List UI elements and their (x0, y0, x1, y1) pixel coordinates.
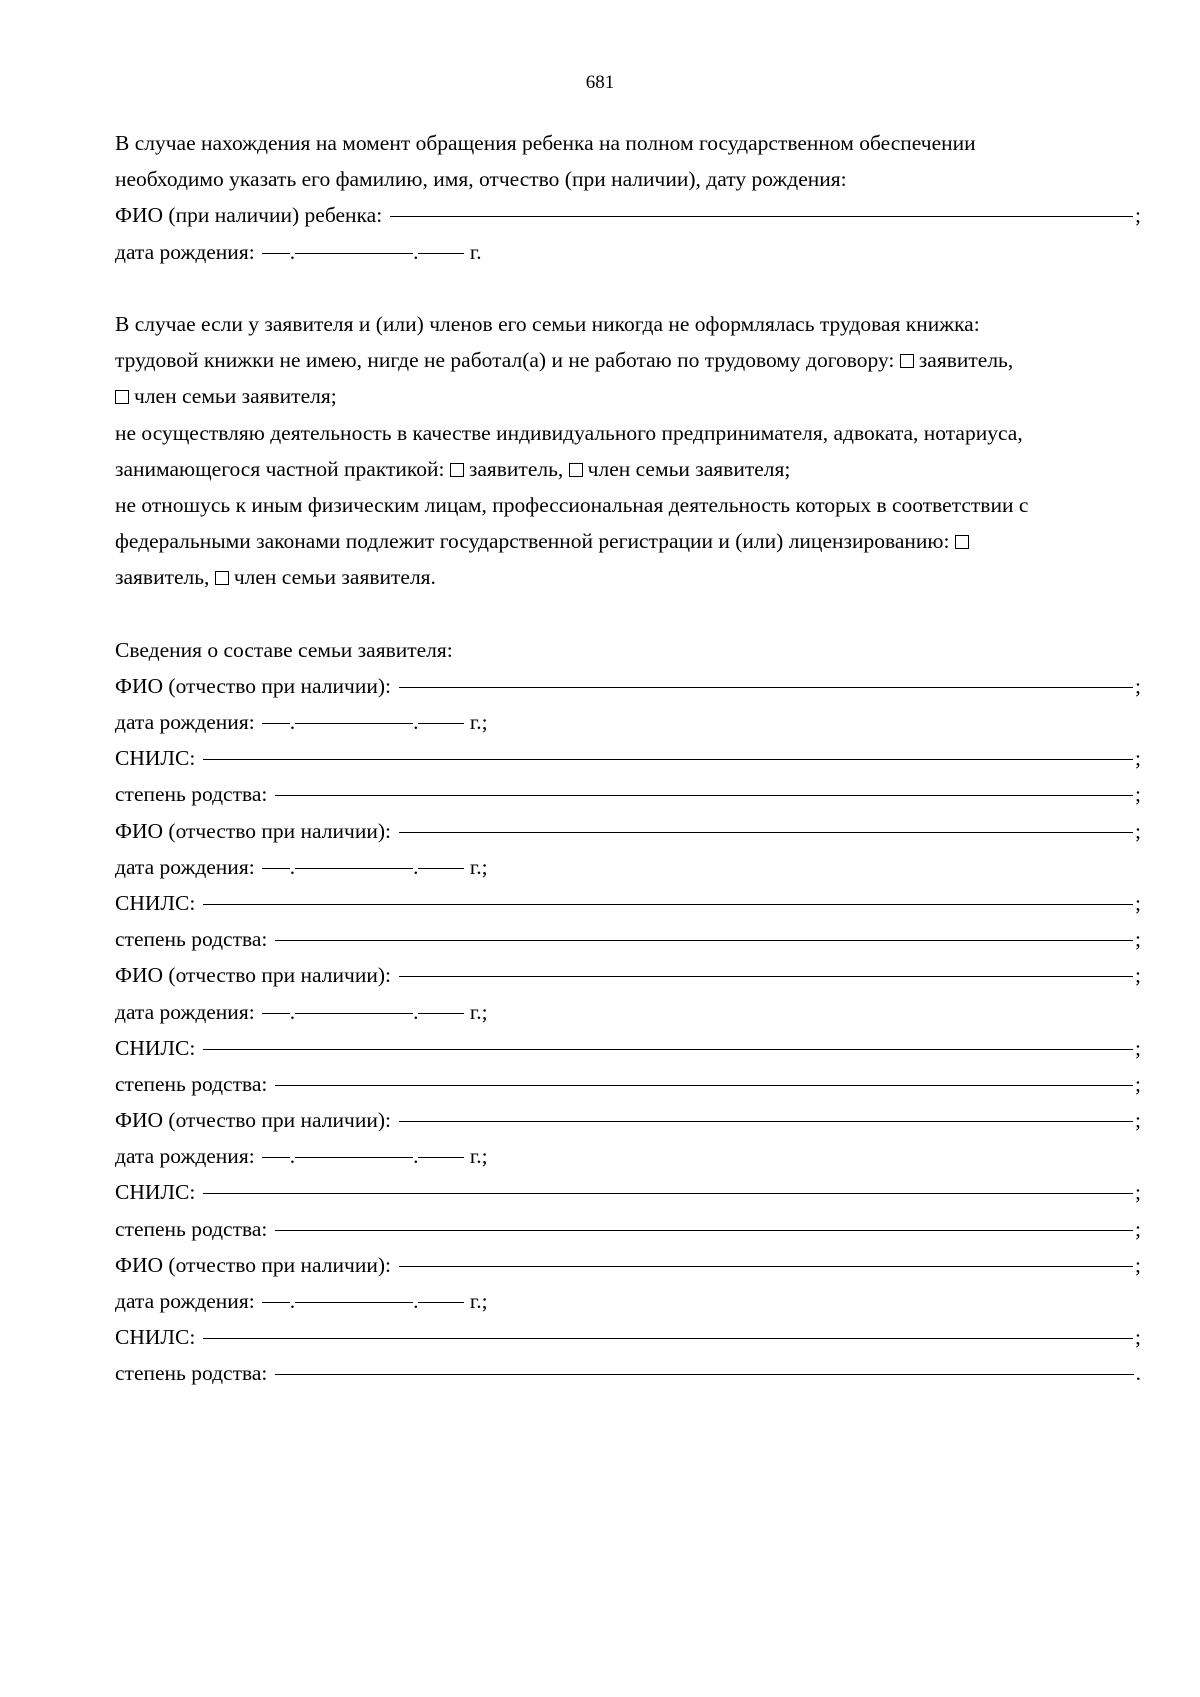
member-relation-field[interactable] (275, 939, 1133, 941)
dob-separator: . (289, 710, 296, 734)
child-intro-line-1: В случае нахождения на момент обращения ребенка на полном государственном обеспечении (115, 131, 976, 155)
no-workbook-applicant-checkbox[interactable] (900, 354, 914, 368)
member-relation-label: степень родства: (115, 1216, 268, 1241)
line-end: ; (1135, 1035, 1141, 1060)
member-fio-field[interactable] (399, 1265, 1133, 1267)
member-dob-label: дата рождения: (115, 854, 255, 879)
member-relation-field[interactable] (275, 1084, 1133, 1086)
member-relation-field[interactable] (275, 1229, 1133, 1231)
dob-separator: . (289, 1144, 296, 1169)
dob-separator: . (413, 1144, 419, 1169)
member-snils-label: СНИЛС: (115, 1180, 196, 1205)
no-licensed-text-2: федеральными законами подлежит государственной регистрации и (или) лицензированию: (115, 529, 950, 554)
member-relation-label: степень родства: (115, 1361, 268, 1386)
member-dob-label: дата рождения: (115, 999, 255, 1024)
member-dob-month-field[interactable] (295, 1301, 413, 1303)
member-dob-label: дата рождения: (115, 1289, 255, 1313)
member-snils-row (115, 1319, 1141, 1355)
member-fio-label: ФИО (отчество при наличии): (115, 818, 391, 843)
form-content (115, 125, 1141, 1392)
child-fio-field[interactable] (390, 215, 1133, 217)
family-heading: Сведения о составе семьи заявителя: (115, 637, 453, 662)
child-dob-day-field[interactable] (262, 252, 290, 254)
member-dob-day-field[interactable] (262, 867, 290, 869)
member-dob-day-field[interactable] (262, 1012, 290, 1014)
line-end: ; (1135, 782, 1141, 807)
no-entrepreneur-family-checkbox[interactable] (569, 463, 583, 477)
no-workbook-text: трудовой книжки не имею, нигде не работал(а) и не работаю по трудовому договору: (115, 348, 895, 373)
member-relation-field[interactable] (275, 794, 1133, 796)
member-snils-row (115, 885, 1141, 921)
member-relation-row (115, 1355, 1141, 1391)
member-snils-field[interactable] (203, 1048, 1133, 1050)
child-dob-suffix: г. (469, 239, 482, 264)
member-dob-month-field[interactable] (295, 1012, 413, 1014)
member-snils-label: СНИЛС: (115, 890, 196, 915)
member-fio-row (115, 813, 1141, 849)
no-licensed-options-row (115, 559, 1141, 595)
dob-separator: . (413, 239, 419, 264)
member-snils-field[interactable] (203, 903, 1133, 905)
dob-separator: . (413, 710, 419, 734)
member-relation-label: степень родства: (115, 927, 268, 952)
no-workbook-applicant-label: заявитель, (918, 348, 1014, 373)
member-dob-year-field[interactable] (418, 1301, 464, 1303)
member-dob-day-field[interactable] (262, 722, 290, 724)
member-dob-label: дата рождения: (115, 710, 255, 734)
member-dob-day-field[interactable] (262, 1301, 290, 1303)
child-fio-label: ФИО (при наличии) ребенка: (115, 203, 383, 228)
member-relation-row (115, 776, 1141, 812)
dob-separator: . (289, 854, 296, 879)
no-workbook-family-label: член семьи заявителя; (134, 384, 337, 409)
member-dob-suffix: г.; (469, 1289, 488, 1313)
member-dob-row (115, 994, 1141, 1030)
child-dob-label: дата рождения: (115, 239, 255, 264)
line-end: ; (1135, 1071, 1141, 1096)
no-entrepreneur-applicant-label: заявитель, (468, 456, 564, 481)
member-dob-row (115, 704, 1141, 740)
no-entrepreneur-text-2: занимающегося частной практикой: (115, 456, 445, 481)
member-snils-label: СНИЛС: (115, 1325, 196, 1350)
dob-separator: . (413, 1289, 419, 1313)
member-relation-row (115, 1211, 1141, 1247)
line-end: ; (1135, 927, 1141, 952)
member-dob-year-field[interactable] (418, 1012, 464, 1014)
line-end: ; (1135, 1180, 1141, 1205)
member-dob-row (115, 849, 1141, 885)
member-dob-month-field[interactable] (295, 867, 413, 869)
no-entrepreneur-row (115, 451, 1141, 487)
member-fio-field[interactable] (399, 975, 1133, 977)
member-fio-row (115, 957, 1141, 993)
member-dob-year-field[interactable] (418, 867, 464, 869)
member-snils-row (115, 1174, 1141, 1210)
no-licensed-family-checkbox[interactable] (215, 571, 229, 585)
member-snils-label: СНИЛС: (115, 1035, 196, 1060)
child-dob-month-field[interactable] (295, 252, 413, 254)
member-fio-row (115, 668, 1141, 704)
member-relation-field[interactable] (275, 1373, 1133, 1375)
member-dob-year-field[interactable] (418, 1156, 464, 1158)
employment-intro: В случае если у заявителя и (или) членов его семьи никогда не оформлялась трудовая книжка: (115, 311, 980, 336)
dob-separator: . (289, 239, 296, 264)
no-licensed-applicant-label: заявитель, (115, 565, 210, 590)
line-end: ; (1135, 818, 1141, 843)
dob-separator: . (289, 999, 296, 1024)
dob-separator: . (289, 1289, 296, 1313)
line-end: ; (1135, 1108, 1141, 1133)
member-dob-suffix: г.; (469, 710, 488, 734)
no-licensed-row (115, 523, 1141, 559)
member-snils-field[interactable] (203, 1192, 1133, 1194)
child-dob-year-field[interactable] (418, 252, 464, 254)
member-dob-suffix: г.; (469, 854, 488, 879)
member-snils-field[interactable] (203, 1337, 1133, 1339)
member-fio-label: ФИО (отчество при наличии): (115, 963, 391, 988)
member-dob-month-field[interactable] (295, 1156, 413, 1158)
member-dob-year-field[interactable] (418, 722, 464, 724)
member-snils-row (115, 740, 1141, 776)
dob-separator: . (413, 999, 419, 1024)
line-end: ; (1135, 1325, 1141, 1350)
member-fio-label: ФИО (отчество при наличии): (115, 1108, 391, 1133)
no-licensed-text: не отношусь к иным физическим лицам, профессиональная деятельность которых в соответствии с (115, 492, 1029, 517)
line-end: ; (1135, 1252, 1141, 1277)
member-dob-label: дата рождения: (115, 1144, 255, 1169)
member-dob-suffix: г.; (469, 999, 488, 1024)
child-fio-row (115, 197, 1141, 233)
member-fio-field[interactable] (399, 1120, 1133, 1122)
member-snils-label: СНИЛС: (115, 746, 196, 771)
no-entrepreneur-applicant-checkbox[interactable] (450, 463, 464, 477)
no-licensed-applicant-checkbox[interactable] (955, 535, 969, 549)
member-snils-field[interactable] (203, 758, 1133, 760)
member-dob-month-field[interactable] (295, 722, 413, 724)
member-fio-label: ФИО (отчество при наличии): (115, 1252, 391, 1277)
no-workbook-row (115, 342, 1141, 378)
line-end: ; (1135, 963, 1141, 988)
member-relation-row (115, 921, 1141, 957)
dob-separator: . (413, 854, 419, 879)
no-workbook-family-row (115, 378, 1141, 414)
child-fio-end: ; (1135, 203, 1141, 228)
member-relation-label: степень родства: (115, 1071, 268, 1096)
no-entrepreneur-family-label: член семьи заявителя; (587, 456, 791, 481)
member-relation-label: степень родства: (115, 782, 268, 807)
no-licensed-family-label: член семьи заявителя. (233, 565, 436, 590)
member-dob-row (115, 1138, 1141, 1174)
line-end: ; (1135, 890, 1141, 915)
member-fio-field[interactable] (399, 686, 1133, 688)
line-end: ; (1135, 673, 1141, 698)
member-fio-label: ФИО (отчество при наличии): (115, 673, 391, 698)
no-entrepreneur-text: не осуществляю деятельность в качестве индивидуального предпринимателя, адвоката, нотариуса, (115, 420, 1023, 445)
member-fio-row (115, 1247, 1141, 1283)
no-workbook-family-checkbox[interactable] (115, 390, 129, 404)
member-fio-row (115, 1102, 1141, 1138)
child-intro-line-2: необходимо указать его фамилию, имя, отчество (при наличии), дату рождения: (115, 167, 847, 192)
page-number: 681 (585, 72, 615, 93)
member-fio-field[interactable] (399, 831, 1133, 833)
line-end: ; (1135, 1216, 1141, 1241)
member-dob-suffix: г.; (469, 1144, 488, 1169)
member-dob-row (115, 1283, 1141, 1319)
member-dob-day-field[interactable] (262, 1156, 290, 1158)
line-end: . (1135, 1361, 1141, 1386)
member-relation-row (115, 1066, 1141, 1102)
child-dob-row (115, 234, 1141, 270)
member-snils-row (115, 1030, 1141, 1066)
line-end: ; (1135, 746, 1141, 771)
